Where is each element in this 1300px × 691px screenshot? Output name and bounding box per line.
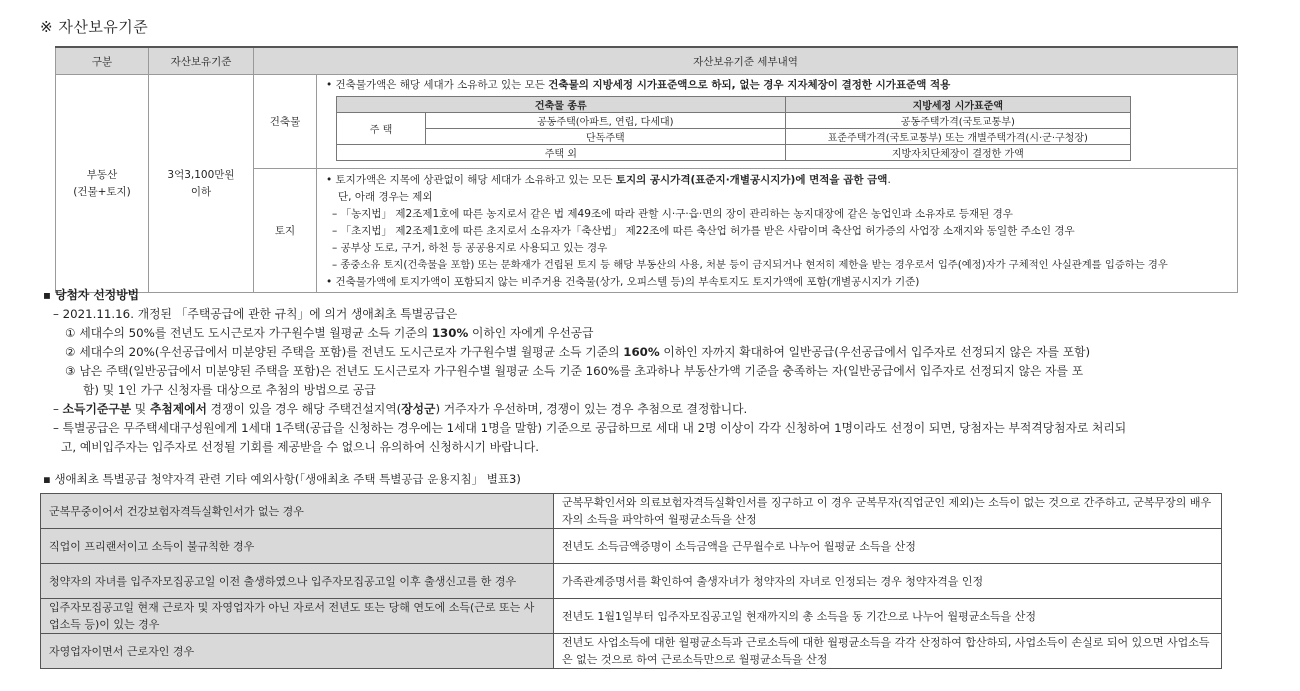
building-row <box>56 75 1238 169</box>
standard-below: 이하 <box>190 185 212 198</box>
winner-item-1 <box>43 324 1243 343</box>
exception-case: 군복무중이어서 건강보험자격득실확인서가 없는 경우 <box>41 494 554 529</box>
building-type: 주택 외 <box>337 145 786 161</box>
comp-end: ) 거주자가 우선하며, 경쟁이 있는 경우 추첨으로 결정합니다. <box>435 402 748 416</box>
asset-table-header <box>56 47 1238 75</box>
header-category: 구분 <box>56 47 149 75</box>
exception-rule: 가족관계증명서를 확인하여 출생자녀가 청약자의 자녀로 인정되는 경우 청약자격을 인정 <box>554 564 1222 599</box>
standard-amount: 3억3,100만원 <box>167 168 235 181</box>
exception-rule: 전년도 소득금액증명이 소득금액을 근무월수로 나누어 월평균 소득을 산정 <box>554 529 1222 564</box>
building-type-table <box>336 96 1131 161</box>
item-1-end: 이하인 자에게 우선공급 <box>468 326 594 340</box>
comp-bold-2: 추첨제에서 <box>149 402 207 416</box>
page-title: ※ 자산보유기준 <box>40 18 149 36</box>
building-value: 표준주택가격(국토교통부) 또는 개별주택가격(시·군·구청장) <box>785 129 1130 145</box>
exception-row <box>41 634 1222 669</box>
building-value: 지방자치단체장이 결정한 가액 <box>785 145 1130 161</box>
comp-dash: – <box>53 402 63 416</box>
building-detail <box>317 75 1238 169</box>
winner-item-3-line-1: ③ 남은 주택(일반공급에서 미분양된 주택을 포함)은 전년도 도시근로자 가구원수별 월평균 소득 기준 160%를 초과하나 부동산가액 기준을 충족하는 자(일반공급에서 입주자로 선정되지 않은 자를 포 <box>65 364 1084 378</box>
building-note <box>318 77 1236 94</box>
inner-row <box>337 145 1131 161</box>
inner-row <box>337 129 1131 145</box>
land-detail <box>317 169 1238 293</box>
exceptions-heading: ▪ 생애최초 특별공급 청약자격 관련 기타 예외사항(「생애최초 주택 특별공급 운용지침」 별표3) <box>43 472 521 486</box>
standard-cell <box>149 75 254 293</box>
winner-section <box>43 286 1243 457</box>
building-value: 공동주택가격(국토교통부) <box>785 113 1130 129</box>
asset-standard-table <box>55 46 1238 293</box>
exception-case: 자영업자이면서 근로자인 경우 <box>41 634 554 669</box>
winner-special-line-1: – 특별공급은 무주택세대구성원에게 1세대 1주택(공급을 신청하는 경우에는 1세대 1명을 말함) 기준으로 공급하므로 세대 내 2명 이상이 각각 신청하여 1명이라도 선정이 되면, 당첨자는 부적격당첨자로 처리되 <box>53 421 1127 435</box>
building-type: 단독주택 <box>426 129 786 145</box>
exception-row <box>41 494 1222 529</box>
comp-text: 경쟁이 있을 경우 해당 주택건설지역( <box>206 402 402 416</box>
header-standard: 자산보유기준 <box>149 47 254 75</box>
building-note-plain: • 건축물가액은 해당 세대가 소유하고 있는 모든 <box>326 79 549 91</box>
land-exception-item: – 「농지법」 제2조제1호에 따른 농지로서 같은 법 제49조에 따라 관할 시·구·읍·면의 장이 관리하는 농지대장에 같은 농업인과 소유자로 등재된 경우 <box>332 208 1013 220</box>
comp-bold-1: 소득기준구분 <box>62 402 132 416</box>
exception-case: 직업이 프리랜서이고 소득이 불규칙한 경우 <box>41 529 554 564</box>
winner-competition <box>43 400 1243 419</box>
exceptions-table <box>40 493 1222 669</box>
comp-and: 및 <box>131 402 150 416</box>
land-note-bold: 토지의 공시가격(표준지·개별공시지가)에 면적을 곱한 금액 <box>615 174 888 186</box>
winner-intro: – 2021.11.16. 개정된 「주택공급에 관한 규칙」에 의거 생애최초 특별공급은 <box>53 307 458 321</box>
exception-row <box>41 599 1222 634</box>
land-note <box>318 172 1236 189</box>
winner-heading: ▪ 당첨자 선정방법 <box>43 288 139 302</box>
land-exception-item: – 「초지법」 제2조제1호에 따른 초지로서 소유자가「축산법」 제22조에 따른 축산업 허가를 받은 사람이며 축산업 허가증의 사업장 소재지와 동일한 주소인 경우 <box>332 225 1075 237</box>
land-exception-item: – 공부상 도로, 구거, 하천 등 공공용지로 사용되고 있는 경우 <box>332 242 608 254</box>
item-2-text: ② 세대수의 20%(우선공급에서 미분양된 주택을 포함)를 전년도 도시근로자 가구원수별 월평균 소득 기준의 <box>65 345 624 359</box>
item-1-text: ① 세대수의 50%를 전년도 도시근로자 가구원수별 월평균 소득 기준의 <box>65 326 432 340</box>
winner-item-3-line-2: 함) 및 1인 가구 신청자를 대상으로 추첨의 방법으로 공급 <box>83 383 376 397</box>
inner-header-value: 지방세정 시가표준액 <box>785 97 1130 113</box>
exception-row <box>41 529 1222 564</box>
land-exception-intro: 단, 아래 경우는 제외 <box>338 191 433 203</box>
land-label: 토지 <box>254 169 317 293</box>
comp-region: 장성군 <box>401 402 436 416</box>
winner-item-2 <box>43 343 1243 362</box>
category-line-2: (건물+토지) <box>73 185 131 198</box>
inner-header-type: 건축물 종류 <box>337 97 786 113</box>
land-note-end: . <box>887 174 891 186</box>
exception-case: 입주자모집공고일 현재 근로자 및 자영업자가 아닌 자로서 전년도 또는 당해 연도에 소득(근로 또는 사업소득 등)이 있는 경우 <box>41 599 554 634</box>
exception-rule: 전년도 사업소득에 대한 월평균소득과 근로소득에 대한 월평균소득을 각각 산정하여 합산하되, 사업소득이 손실로 되어 있으면 사업소득은 없는 것으로 하여 근로소득만으로 월평균소득을 산정 <box>554 634 1222 669</box>
exception-row <box>41 564 1222 599</box>
winner-special-line-2: 고, 예비입주자는 입주자로 선정될 기회를 제공받을 수 없으니 유의하여 신청하시기 바랍니다. <box>61 440 540 454</box>
housing-label: 주 택 <box>337 113 426 145</box>
header-detail: 자산보유기준 세부내역 <box>254 47 1238 75</box>
building-note-bold: 건축물의 지방세정 시가표준액으로 하되, 없는 경우 지자체장이 결정한 시가표준액 적용 <box>548 79 951 91</box>
category-line-1: 부동산 <box>86 168 118 181</box>
item-2-end: 이하인 자까지 확대하여 일반공급(우선공급에서 입주자로 선정되지 않은 자를 포함) <box>659 345 1091 359</box>
exception-rule: 군복무확인서와 의료보험자격득실확인서를 징구하고 이 경우 군복무자(직업군인 제외)는 소득이 없는 것으로 간주하고, 군복무장의 배우자의 소득을 파악하여 월평균소득을 산정 <box>554 494 1222 529</box>
land-exception-item: – 종중소유 토지(건축물을 포함) 또는 문화재가 건립된 토지 등 해당 부동산의 사용, 처분 등이 금지되거나 현저히 제한을 받는 경우로서 입주(예정)자가 구체적인 사실관계를 입증하는 경우 <box>332 259 1168 271</box>
item-1-bold: 130% <box>431 326 469 340</box>
building-label: 건축물 <box>254 75 317 169</box>
exception-rule: 전년도 1월1일부터 입주자모집공고일 현재까지의 총 소득을 동 기간으로 나누어 월평균소득을 산정 <box>554 599 1222 634</box>
category-cell <box>56 75 149 293</box>
exception-case: 청약자의 자녀를 입주자모집공고일 이전 출생하였으나 입주자모집공고일 이후 출생신고를 한 경우 <box>41 564 554 599</box>
item-2-bold: 160% <box>623 345 660 359</box>
inner-row <box>337 113 1131 129</box>
building-type: 공동주택(아파트, 연립, 다세대) <box>426 113 786 129</box>
land-note-plain: • 토지가액은 지목에 상관없이 해당 세대가 소유하고 있는 모든 <box>326 174 616 186</box>
land-note-2: • 건축물가액에 토지가액이 포함되지 않는 비주거용 건축물(상가, 오피스텔 등)의 부속토지도 토지가액에 포함(개별공시지가 기준) <box>326 276 920 288</box>
